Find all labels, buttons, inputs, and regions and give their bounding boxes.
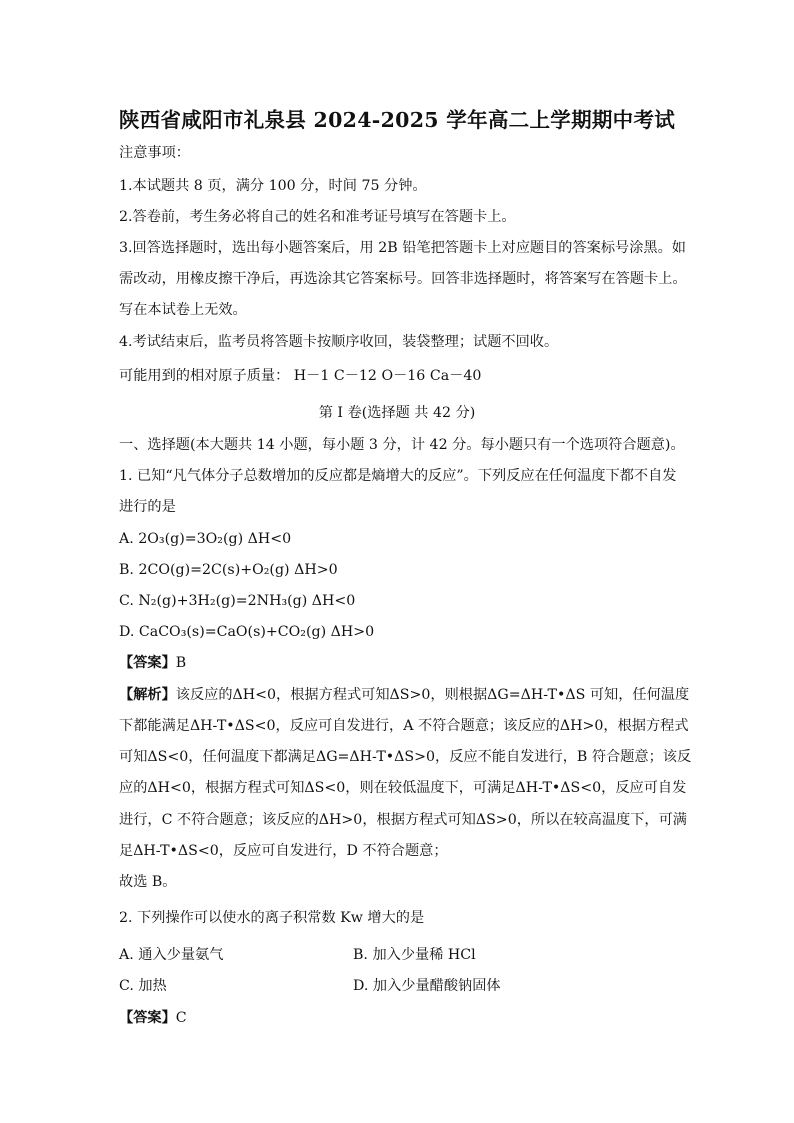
exam-title: 陕西省咸阳市礼泉县 2024-2025 学年高二上学期期中考试 xyxy=(118,108,676,132)
q2-option-c: C. 加热 xyxy=(119,978,167,994)
analysis-line: 足ΔH-T•ΔS<0，反应可自发进行，D 不符合题意； xyxy=(119,843,448,859)
answer-tag: 【答案】 xyxy=(119,655,176,671)
answer-tag: 【答案】 xyxy=(119,1010,176,1026)
analysis-line: 应的ΔH<0，根据方程式可知ΔS<0，则在较低温度下，可满足ΔH-T•ΔS<0，反应可自发 xyxy=(119,780,687,796)
analysis-line: 该反应的ΔH<0，根据方程式可知ΔS>0，则根据ΔG=ΔH-T•ΔS 可知，任何温度 xyxy=(175,687,690,703)
note-item: 3.回答选择题时，选出每小题答案后，用 2B 铅笔把答题卡上对应题目的答案标号涂黑。如 xyxy=(119,240,686,256)
section-instructions: 一、选择题(本大题共 14 小题，每小题 3 分，计 42 分。每小题只有一个选项符合题意)。 xyxy=(119,437,685,453)
q2-option-d: D. 加入少量醋酸钠固体 xyxy=(353,978,501,994)
answer-value: B xyxy=(175,655,187,671)
q1-option-c: C. N₂(g)+3H₂(g)=2NH₃(g) ΔH<0 xyxy=(119,593,356,609)
q2-option-b: B. 加入少量稀 HCl xyxy=(353,947,476,963)
analysis-line: 进行，C 不符合题意；该反应的ΔH>0，根据方程式可知ΔS>0，所以在较高温度下，可满 xyxy=(119,812,687,828)
q1-answer xyxy=(119,654,186,672)
q2-answer xyxy=(119,1009,187,1027)
q1-stem: 1. 已知“凡气体分子总数增加的反应都是熵增大的反应”。下列反应在任何温度下都不自发 xyxy=(119,468,677,484)
section-title: 第 I 卷(选择题 共 42 分) xyxy=(318,405,476,421)
atomic-masses: 可能用到的相对原子质量： H－1 C－12 O－16 Ca－40 xyxy=(119,368,482,384)
q1-option-d: D. CaCO₃(s)=CaO(s)+CO₂(g) ΔH>0 xyxy=(119,624,375,640)
note-item: 写在本试卷上无效。 xyxy=(119,302,247,318)
q1-option-a: A. 2O₃(g)=3O₂(g) ΔH<0 xyxy=(119,531,292,547)
q1-analysis xyxy=(119,686,689,704)
q2-stem: 2. 下列操作可以使水的离子积常数 Kw 增大的是 xyxy=(119,910,425,926)
analysis-line: 可知ΔS<0，任何温度下都满足ΔG=ΔH-T•ΔS>0，反应不能自发进行，B 符合题意；该反 xyxy=(119,749,692,765)
q1-option-b: B. 2CO(g)=2C(s)+O₂(g) ΔH>0 xyxy=(119,562,338,578)
answer-value: C xyxy=(175,1010,187,1026)
note-item: 4.考试结束后，监考员将答题卡按顺序收回，装袋整理；试题不回收。 xyxy=(119,334,559,350)
note-item: 1.本试题共 8 页，满分 100 分，时间 75 分钟。 xyxy=(119,178,427,194)
analysis-line: 下都能满足ΔH-T•ΔS<0，反应可自发进行，A 不符合题意；该反应的ΔH>0，根据方程式 xyxy=(119,718,689,734)
analysis-tag: 【解析】 xyxy=(119,687,176,703)
q1-conclusion: 故选 B。 xyxy=(119,874,177,890)
notes-heading: 注意事项： xyxy=(119,145,190,161)
note-item: 需改动，用橡皮擦干净后，再选涂其它答案标号。回答非选择题时，将答案写在答题卡上。 xyxy=(119,271,687,287)
q1-stem: 进行的是 xyxy=(119,499,176,515)
q2-option-a: A. 通入少量氨气 xyxy=(119,947,224,963)
note-item: 2.答卷前，考生务必将自己的姓名和准考证号填写在答题卡上。 xyxy=(119,209,516,225)
